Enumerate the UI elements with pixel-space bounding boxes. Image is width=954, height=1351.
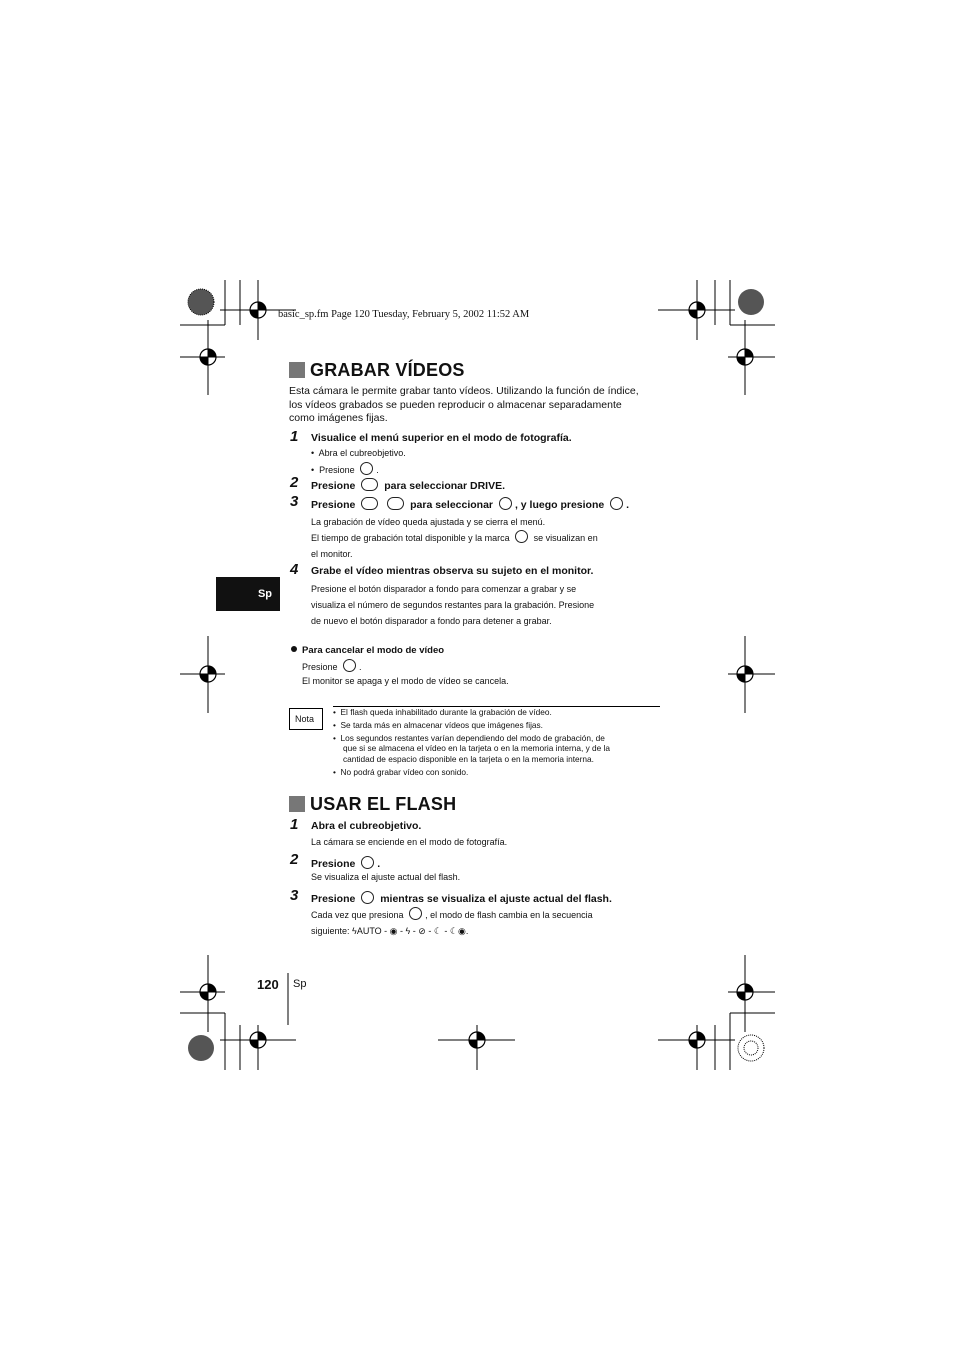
step-description: La grabación de vídeo queda ajustada y se cierra el menú. El tiempo de grabación total disponible y la marca se visualizan en el monitor.	[311, 517, 598, 559]
step-number: 1	[290, 816, 299, 833]
step-description: Cada vez que presiona , el modo de flash cambia en la secuencia siguiente: ϟAUTO - ◉ - ϟ - ⊘ - ☾ - ☾◉.	[311, 907, 593, 939]
cancel-line: Presione .	[302, 659, 362, 673]
section-intro: Esta cámara le permite grabar tanto vídeos. Utilizando la función de índice, los vídeos grabados se pueden reproducir o almacenar separadamente como imágenes fijas.	[289, 385, 639, 424]
note-badge: Nota	[289, 708, 323, 730]
menu-button-icon	[360, 462, 373, 475]
bullet-icon	[291, 646, 297, 652]
step-number: 2	[290, 851, 299, 868]
arrow-down-icon	[387, 497, 404, 510]
menu-button-icon	[610, 497, 623, 510]
step-title: Presione mientras se visualiza el ajuste actual del flash.	[311, 893, 612, 905]
step-bullet: • Abra el cubreobjetivo.	[311, 448, 406, 458]
step-number: 3	[290, 887, 299, 904]
step-title: Grabe el vídeo mientras observa su sujeto en el monitor.	[311, 565, 594, 577]
movie-camera-icon	[515, 530, 528, 543]
red-eye-icon: ◉	[389, 926, 398, 936]
language-tab-label: Sp	[257, 588, 272, 600]
cancel-title: Para cancelar el modo de vídeo	[291, 645, 444, 656]
cancel-line: El monitor se apaga y el modo de vídeo se cancela.	[302, 676, 509, 686]
footer-language: Sp	[293, 978, 307, 990]
flash-icon: ϟ	[405, 926, 411, 936]
step-number: 2	[290, 474, 299, 491]
step-description: Presione el botón disparador a fondo para comenzar a grabar y se visualiza el número de segundos restantes para la grabación. Presione de nuevo el botón disparador a fondo para detener a grabar.	[311, 584, 595, 626]
flash-icon: ϟ	[352, 926, 357, 936]
step-description: Se visualiza el ajuste actual del flash.	[311, 872, 461, 882]
section-title-videos: GRABAR VÍDEOS	[289, 360, 465, 381]
night-scene-icon: ☾	[433, 926, 442, 936]
section-title-flash: USAR EL FLASH	[289, 794, 456, 815]
language-tab	[216, 577, 280, 611]
note-list: • El flash queda inhabilitado durante la grabación de vídeo. • Se tarda más en almacenar vídeos que imágenes fijas. • Los segundos restantes varían dependiendo del modo de grabación, de que si se almacena el vídeo en la tarjeta o en la memoria interna, y de la cantidad de espacio disponible en la tarjeta o en la memoria interna. • No podrá grabar vídeo con sonido.	[333, 707, 611, 777]
step-title: Abra el cubreobjetivo.	[311, 820, 422, 832]
section-marker-icon	[289, 796, 305, 812]
step-number: 4	[290, 561, 299, 578]
step-number: 1	[290, 428, 299, 445]
night-red-eye-icon: ☾◉	[449, 926, 466, 936]
video-button-icon	[343, 659, 356, 672]
arrow-right-icon	[409, 907, 422, 920]
arrow-right-icon	[361, 891, 374, 904]
flash-off-icon: ⊘	[418, 926, 426, 936]
section-marker-icon	[289, 362, 305, 378]
movie-camera-icon	[499, 497, 512, 510]
arrow-right-icon	[361, 856, 374, 869]
file-header: basic_sp.fm Page 120 Tuesday, February 5, 2002 11:52 AM	[278, 309, 530, 320]
step-title: Presione para seleccionar DRIVE.	[311, 480, 506, 492]
arrow-up-icon	[361, 478, 378, 491]
step-title: Presione .	[311, 858, 381, 870]
page-number: 120	[257, 977, 279, 992]
step-bullet: • Presione .	[311, 462, 379, 476]
step-title: Visualice el menú superior en el modo de fotografía.	[311, 432, 572, 444]
step-number: 3	[290, 493, 299, 510]
step-description: La cámara se enciende en el modo de fotografía.	[311, 837, 508, 847]
arrow-up-icon	[361, 497, 378, 510]
step-title: Presione para seleccionar , y luego presione .	[311, 499, 630, 511]
